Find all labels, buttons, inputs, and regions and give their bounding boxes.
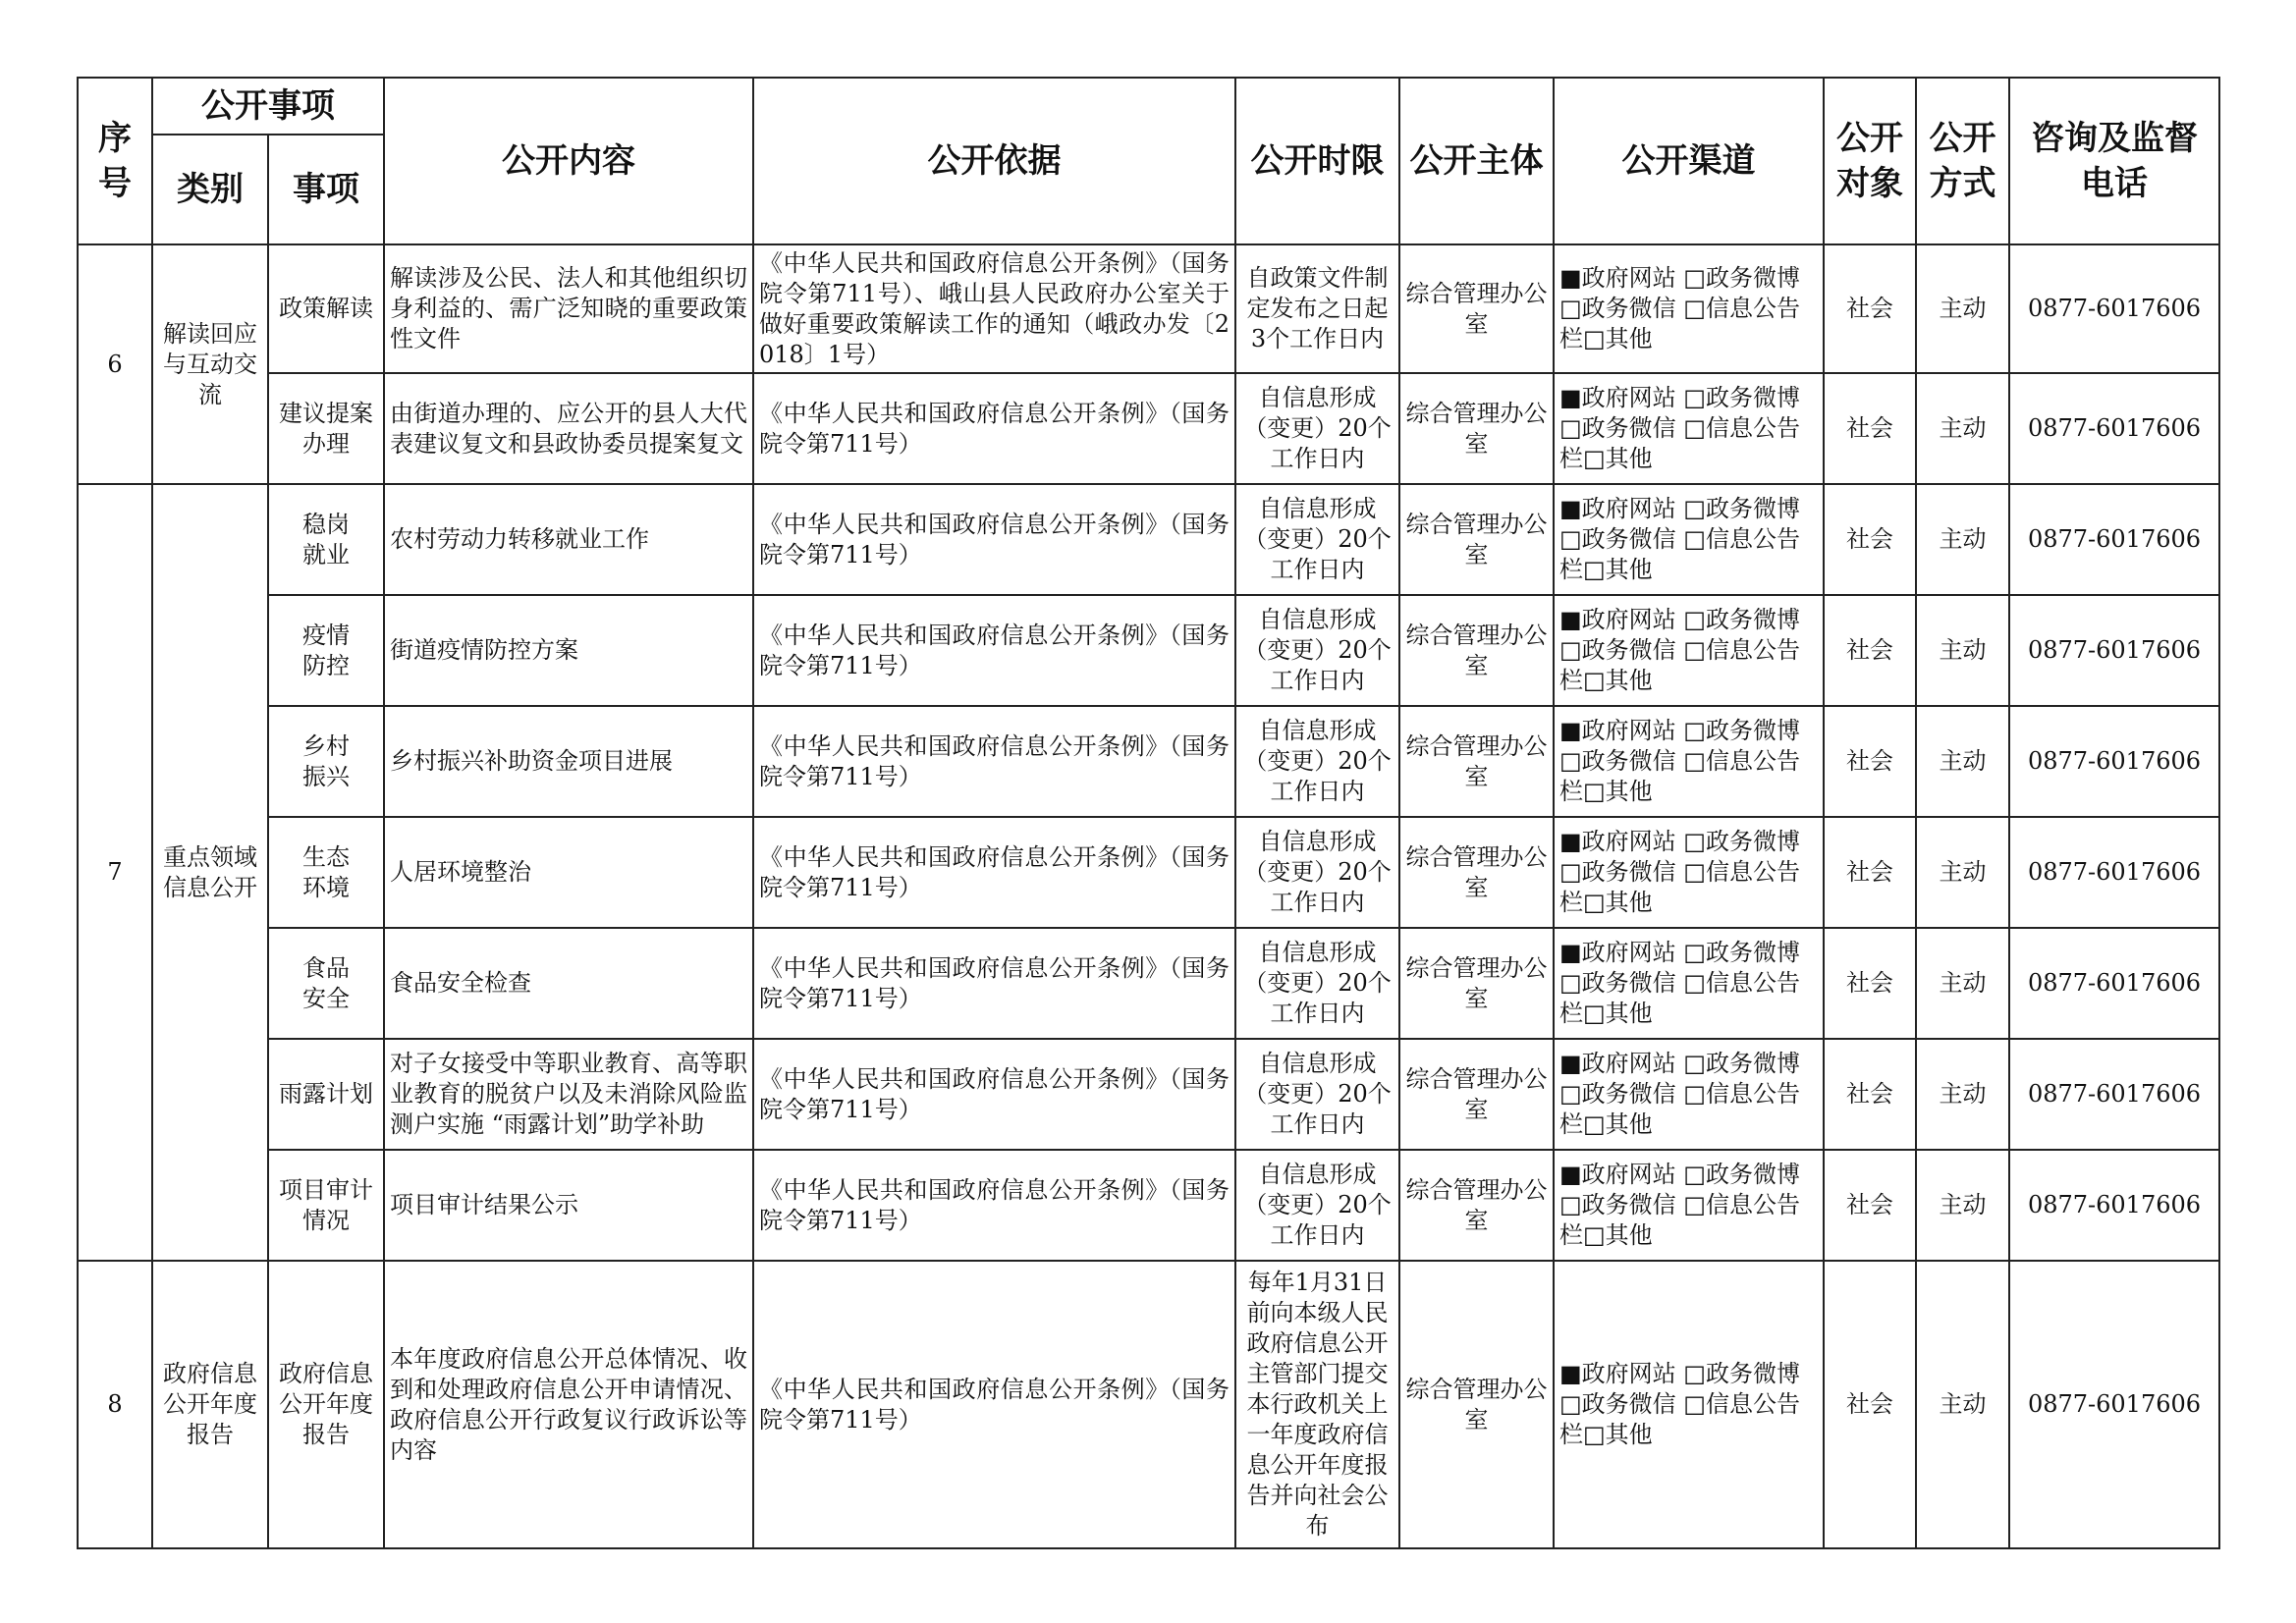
method-cell: 主动 <box>1916 1039 2009 1150</box>
time-limit-cell: 自信息形成（变更）20个工作日内 <box>1235 928 1399 1039</box>
header-phone: 咨询及监督 电话 <box>2009 78 2219 244</box>
table-row <box>78 484 2219 595</box>
time-limit-cell: 每年1月31日前向本级人民政府信息公开主管部门提交本行政机关上一年度政府信息公开年度报告并向社会公布 <box>1235 1261 1399 1548</box>
time-limit-cell: 自信息形成（变更）20个工作日内 <box>1235 484 1399 595</box>
item-cell <box>268 1150 384 1261</box>
table-body <box>78 244 2219 1548</box>
target-cell: 社会 <box>1824 244 1916 373</box>
target-cell: 社会 <box>1824 484 1916 595</box>
subject-cell: 综合管理办公室 <box>1399 373 1554 484</box>
header-content: 公开内容 <box>384 78 753 244</box>
subject-cell: 综合管理办公室 <box>1399 1150 1554 1261</box>
content-cell: 解读涉及公民、法人和其他组织切身利益的、需广泛知晓的重要政策性文件 <box>384 244 753 373</box>
channel-cell: ■政府网站 □政务微博□政务微信 □信息公告栏□其他 <box>1554 706 1824 817</box>
category-cell-text: 重点领域 信息公开 <box>163 842 257 901</box>
item-cell <box>268 817 384 928</box>
table-header <box>78 78 2219 244</box>
table-row <box>78 706 2219 817</box>
target-cell: 社会 <box>1824 1150 1916 1261</box>
phone-cell: 0877-6017606 <box>2009 1261 2219 1548</box>
item-cell <box>268 484 384 595</box>
header-seq: 序 号 <box>78 78 152 244</box>
table-row <box>78 1261 2219 1548</box>
phone-cell: 0877-6017606 <box>2009 1150 2219 1261</box>
category-cell-text: 解读回应 与互动交 流 <box>163 319 257 408</box>
seq-cell: 7 <box>78 484 152 1261</box>
content-cell: 对子女接受中等职业教育、高等职业教育的脱贫户以及未消除风险监测户实施 “雨露计划”助学补助 <box>384 1039 753 1150</box>
category-cell <box>152 244 268 484</box>
phone-cell: 0877-6017606 <box>2009 595 2219 706</box>
header-public-items: 公开事项 <box>152 78 384 135</box>
method-cell: 主动 <box>1916 817 2009 928</box>
method-cell: 主动 <box>1916 484 2009 595</box>
content-cell: 本年度政府信息公开总体情况、收到和处理政府信息公开申请情况、政府信息公开行政复议行政诉讼等内容 <box>384 1261 753 1548</box>
method-cell: 主动 <box>1916 595 2009 706</box>
header-time-limit: 公开时限 <box>1235 78 1399 244</box>
content-cell: 人居环境整治 <box>384 817 753 928</box>
time-limit-cell: 自信息形成（变更）20个工作日内 <box>1235 1150 1399 1261</box>
channel-cell: ■政府网站 □政务微博□政务微信 □信息公告栏□其他 <box>1554 1150 1824 1261</box>
disclosure-table <box>77 77 2220 1549</box>
content-cell: 项目审计结果公示 <box>384 1150 753 1261</box>
channel-cell: ■政府网站 □政务微博□政务微信 □信息公告栏□其他 <box>1554 1039 1824 1150</box>
item-cell-text: 项目审计 情况 <box>279 1175 373 1234</box>
phone-cell: 0877-6017606 <box>2009 817 2219 928</box>
basis-cell: 《中华人民共和国政府信息公开条例》（国务院令第711号）、峨山县人民政府办公室关于做好重要政策解读工作的通知（峨政办发〔2018〕1号） <box>753 244 1235 373</box>
time-limit-cell: 自信息形成（变更）20个工作日内 <box>1235 595 1399 706</box>
category-cell-text: 政府信息 公开年度 报告 <box>163 1360 257 1448</box>
method-cell: 主动 <box>1916 244 2009 373</box>
item-cell-text: 乡村 振兴 <box>302 731 350 790</box>
target-cell: 社会 <box>1824 928 1916 1039</box>
target-cell: 社会 <box>1824 1261 1916 1548</box>
header-method: 公开 方式 <box>1916 78 2009 244</box>
item-cell-text: 雨露计划 <box>279 1080 373 1108</box>
content-cell: 街道疫情防控方案 <box>384 595 753 706</box>
content-cell: 由街道办理的、应公开的县人大代表建议复文和县政协委员提案复文 <box>384 373 753 484</box>
category-cell <box>152 1261 268 1548</box>
subject-cell: 综合管理办公室 <box>1399 595 1554 706</box>
header-subject: 公开主体 <box>1399 78 1554 244</box>
basis-cell: 《中华人民共和国政府信息公开条例》（国务院令第711号） <box>753 484 1235 595</box>
time-limit-cell: 自信息形成（变更）20个工作日内 <box>1235 817 1399 928</box>
subject-cell: 综合管理办公室 <box>1399 484 1554 595</box>
basis-cell: 《中华人民共和国政府信息公开条例》（国务院令第711号） <box>753 373 1235 484</box>
channel-cell: ■政府网站 □政务微博□政务微信 □信息公告栏□其他 <box>1554 595 1824 706</box>
table-row <box>78 1039 2219 1150</box>
item-cell <box>268 706 384 817</box>
item-cell-text: 稳岗 就业 <box>302 510 350 568</box>
time-limit-cell: 自政策文件制定发布之日起3个工作日内 <box>1235 244 1399 373</box>
time-limit-cell: 自信息形成（变更）20个工作日内 <box>1235 706 1399 817</box>
phone-cell: 0877-6017606 <box>2009 1039 2219 1150</box>
target-cell: 社会 <box>1824 1039 1916 1150</box>
channel-cell: ■政府网站 □政务微博□政务微信 □信息公告栏□其他 <box>1554 373 1824 484</box>
channel-cell: ■政府网站 □政务微博□政务微信 □信息公告栏□其他 <box>1554 1261 1824 1548</box>
subject-cell: 综合管理办公室 <box>1399 928 1554 1039</box>
target-cell: 社会 <box>1824 595 1916 706</box>
item-cell-text: 生态 环境 <box>302 842 350 901</box>
item-cell-text: 政策解读 <box>279 295 373 322</box>
table-row <box>78 817 2219 928</box>
header-item: 事项 <box>268 135 384 244</box>
item-cell-text: 食品 安全 <box>302 953 350 1012</box>
seq-cell: 8 <box>78 1261 152 1548</box>
phone-cell: 0877-6017606 <box>2009 928 2219 1039</box>
time-limit-cell: 自信息形成（变更）20个工作日内 <box>1235 373 1399 484</box>
method-cell: 主动 <box>1916 928 2009 1039</box>
header-channel: 公开渠道 <box>1554 78 1824 244</box>
phone-cell: 0877-6017606 <box>2009 484 2219 595</box>
subject-cell: 综合管理办公室 <box>1399 1039 1554 1150</box>
content-cell: 食品安全检查 <box>384 928 753 1039</box>
item-cell <box>268 244 384 373</box>
target-cell: 社会 <box>1824 373 1916 484</box>
basis-cell: 《中华人民共和国政府信息公开条例》（国务院令第711号） <box>753 928 1235 1039</box>
basis-cell: 《中华人民共和国政府信息公开条例》（国务院令第711号） <box>753 595 1235 706</box>
header-target: 公开 对象 <box>1824 78 1916 244</box>
table-row <box>78 1150 2219 1261</box>
basis-cell: 《中华人民共和国政府信息公开条例》（国务院令第711号） <box>753 1039 1235 1150</box>
channel-cell: ■政府网站 □政务微博□政务微信 □信息公告栏□其他 <box>1554 928 1824 1039</box>
phone-cell: 0877-6017606 <box>2009 373 2219 484</box>
basis-cell: 《中华人民共和国政府信息公开条例》（国务院令第711号） <box>753 1261 1235 1548</box>
item-cell <box>268 928 384 1039</box>
target-cell: 社会 <box>1824 817 1916 928</box>
table-row <box>78 595 2219 706</box>
header-basis: 公开依据 <box>753 78 1235 244</box>
method-cell: 主动 <box>1916 706 2009 817</box>
method-cell: 主动 <box>1916 373 2009 484</box>
subject-cell: 综合管理办公室 <box>1399 817 1554 928</box>
basis-cell: 《中华人民共和国政府信息公开条例》（国务院令第711号） <box>753 706 1235 817</box>
subject-cell: 综合管理办公室 <box>1399 706 1554 817</box>
channel-cell: ■政府网站 □政务微博□政务微信 □信息公告栏□其他 <box>1554 817 1824 928</box>
item-cell <box>268 1039 384 1150</box>
method-cell: 主动 <box>1916 1150 2009 1261</box>
subject-cell: 综合管理办公室 <box>1399 244 1554 373</box>
seq-cell: 6 <box>78 244 152 484</box>
subject-cell: 综合管理办公室 <box>1399 1261 1554 1548</box>
item-cell <box>268 373 384 484</box>
target-cell: 社会 <box>1824 706 1916 817</box>
table-row <box>78 373 2219 484</box>
channel-cell: ■政府网站 □政务微博□政务微信 □信息公告栏□其他 <box>1554 244 1824 373</box>
table-row <box>78 928 2219 1039</box>
channel-cell: ■政府网站 □政务微博□政务微信 □信息公告栏□其他 <box>1554 484 1824 595</box>
content-cell: 乡村振兴补助资金项目进展 <box>384 706 753 817</box>
basis-cell: 《中华人民共和国政府信息公开条例》（国务院令第711号） <box>753 817 1235 928</box>
basis-cell: 《中华人民共和国政府信息公开条例》（国务院令第711号） <box>753 1150 1235 1261</box>
phone-cell: 0877-6017606 <box>2009 244 2219 373</box>
method-cell: 主动 <box>1916 1261 2009 1548</box>
item-cell-text: 疫情 防控 <box>302 621 350 679</box>
category-cell <box>152 484 268 1261</box>
item-cell <box>268 1261 384 1548</box>
time-limit-cell: 自信息形成（变更）20个工作日内 <box>1235 1039 1399 1150</box>
content-cell: 农村劳动力转移就业工作 <box>384 484 753 595</box>
item-cell-text: 政府信息 公开年度 报告 <box>279 1360 373 1448</box>
item-cell-text: 建议提案 办理 <box>279 399 373 458</box>
header-category: 类别 <box>152 135 268 244</box>
table-row <box>78 244 2219 373</box>
phone-cell: 0877-6017606 <box>2009 706 2219 817</box>
item-cell <box>268 595 384 706</box>
